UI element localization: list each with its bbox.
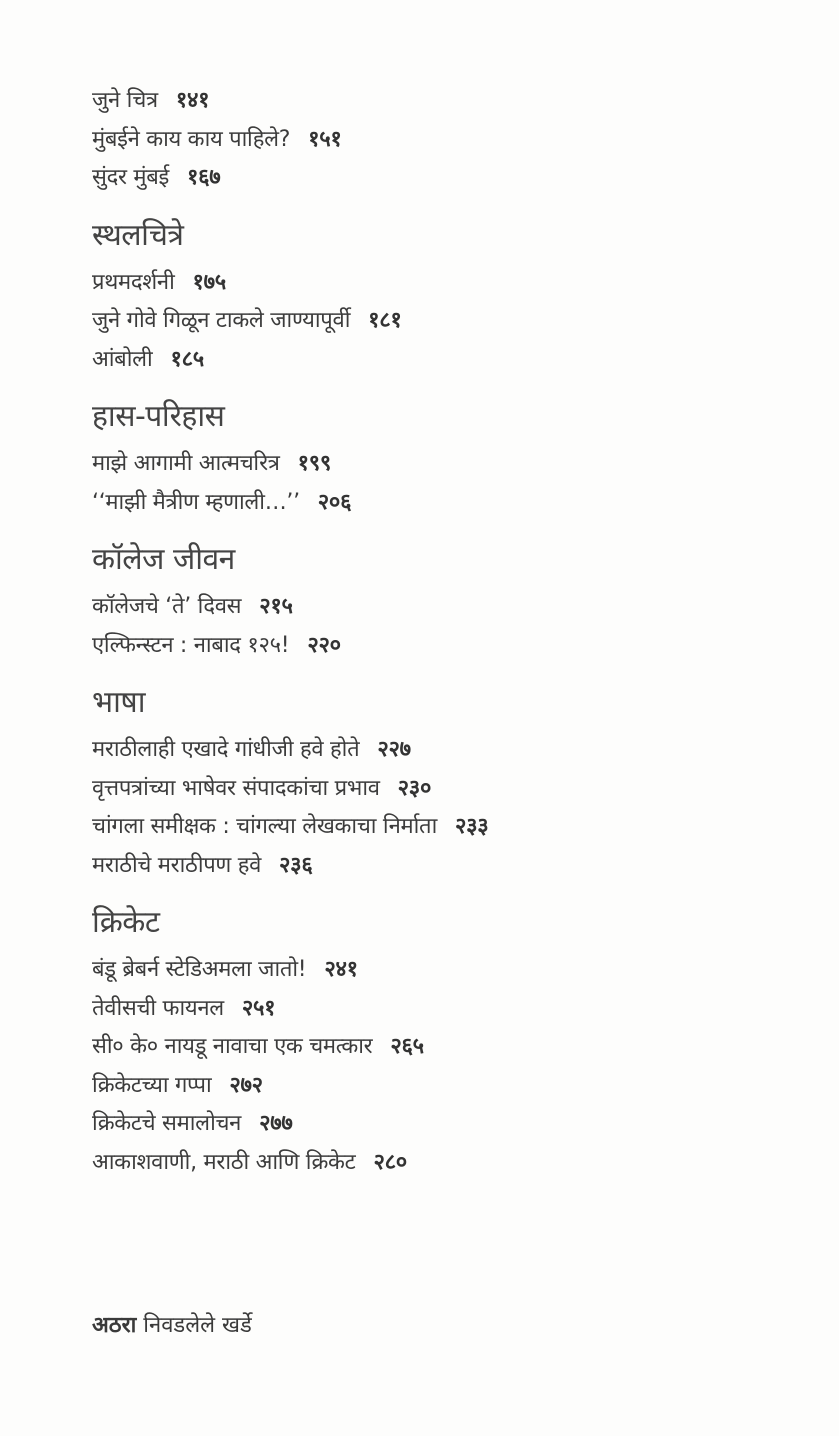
running-title: निवडलेले खर्डे <box>143 1313 252 1338</box>
entry-title: आकाशवाणी, मराठी आणि क्रिकेट <box>92 1149 356 1175</box>
entry-title: बंडू ब्रेबर्न स्टेडिअमला जातो! <box>92 957 307 982</box>
toc-entry <box>92 264 812 303</box>
entry-title: ‘‘माझी मैत्रीण म्हणाली…’’ <box>92 489 300 515</box>
section-heading: भाषा <box>92 685 145 720</box>
entry-title: वृत्तपत्रांच्या भाषेवर संपादकांचा प्रभाव <box>92 775 380 801</box>
section-heading: क्रिकेट <box>92 905 160 940</box>
page-footer <box>92 1310 252 1342</box>
entry-page-number: २२७ <box>377 737 411 762</box>
entry-page-number: १८१ <box>368 308 402 333</box>
entry-page-number: २१५ <box>259 594 293 619</box>
toc-section <box>92 902 812 1182</box>
entry-title: माझे आगामी आत्मचरित्र <box>92 451 280 476</box>
entry-title: जुने गोवे गिळून टाकले जाण्यापूर्वी <box>92 308 351 333</box>
toc-entry <box>92 1028 812 1067</box>
entry-title: सी० के० नायडू नावाचा एक चमत्कार <box>92 1034 373 1059</box>
entry-title: एल्फिन्स्टन : नाबाद १२५! <box>92 632 290 658</box>
entry-title: चांगला समीक्षक : चांगल्या लेखकाचा निर्माता <box>92 814 437 839</box>
entry-page-number: २०६ <box>317 489 352 515</box>
entry-title: क्रिकेटच्या गप्पा <box>92 1072 212 1098</box>
entry-page-number: १६७ <box>186 165 221 190</box>
toc-entry <box>92 808 812 847</box>
entry-page-number: २३० <box>397 775 432 801</box>
toc-entry <box>92 445 812 484</box>
entry-page-number: १८५ <box>170 346 204 372</box>
toc-entry <box>92 82 812 121</box>
entry-title: तेवीसची फायनल <box>92 995 224 1021</box>
entry-page-number: २३३ <box>454 814 489 839</box>
entry-page-number: २६५ <box>390 1034 424 1059</box>
toc-entry <box>92 484 812 523</box>
entry-page-number: २३६ <box>279 852 313 878</box>
toc-section <box>92 82 812 198</box>
entry-title: कॉलेजचे ‘ते’ दिवस <box>92 594 242 619</box>
entry-title: मराठीचे मराठीपण हवे <box>92 852 262 878</box>
table-of-contents <box>92 82 812 1182</box>
section-heading: हास-परिहास <box>92 399 225 434</box>
toc-entry <box>92 302 812 341</box>
toc-entry <box>92 770 812 809</box>
toc-entry <box>92 341 812 380</box>
entry-page-number: १५१ <box>308 126 342 152</box>
toc-section <box>92 539 812 665</box>
toc-entry <box>92 588 812 627</box>
entry-title: क्रिकेटचे समालोचन <box>92 1111 242 1136</box>
toc-section <box>92 215 812 380</box>
entry-page-number: २५१ <box>241 995 276 1021</box>
toc-entry <box>92 159 812 198</box>
entry-title: आंबोली <box>92 346 153 372</box>
toc-entry <box>92 1144 812 1183</box>
toc-entry <box>92 121 812 160</box>
toc-entry <box>92 990 812 1029</box>
entry-title: जुने चित्र <box>92 88 158 113</box>
entry-page-number: २२० <box>307 632 341 658</box>
toc-entry <box>92 627 812 666</box>
section-heading: स्थलचित्रे <box>92 217 184 253</box>
entry-page-number: २८० <box>373 1149 407 1175</box>
entry-page-number: १४१ <box>175 88 210 113</box>
toc-entry <box>92 1067 812 1106</box>
toc-entry <box>92 1105 812 1144</box>
entry-page-number: २७७ <box>259 1111 293 1136</box>
entry-title: मराठीलाही एखादे गांधीजी हवे होते <box>92 737 360 762</box>
entry-title: मुंबईने काय काय पाहिले? <box>92 126 291 152</box>
entry-page-number: १९९ <box>297 451 332 476</box>
entry-page-number: २७२ <box>229 1072 263 1098</box>
entry-title: प्रथमदर्शनी <box>92 269 175 295</box>
entry-page-number: २४१ <box>324 957 358 982</box>
toc-entry <box>92 847 812 886</box>
toc-section <box>92 682 812 885</box>
entry-title: सुंदर मुंबई <box>92 165 169 190</box>
toc-section <box>92 396 812 522</box>
folio-number: अठरा <box>92 1313 137 1338</box>
toc-entry <box>92 951 812 990</box>
entry-page-number: १७५ <box>192 269 226 295</box>
section-heading: कॉलेज जीवन <box>92 542 235 577</box>
toc-entry <box>92 731 812 770</box>
